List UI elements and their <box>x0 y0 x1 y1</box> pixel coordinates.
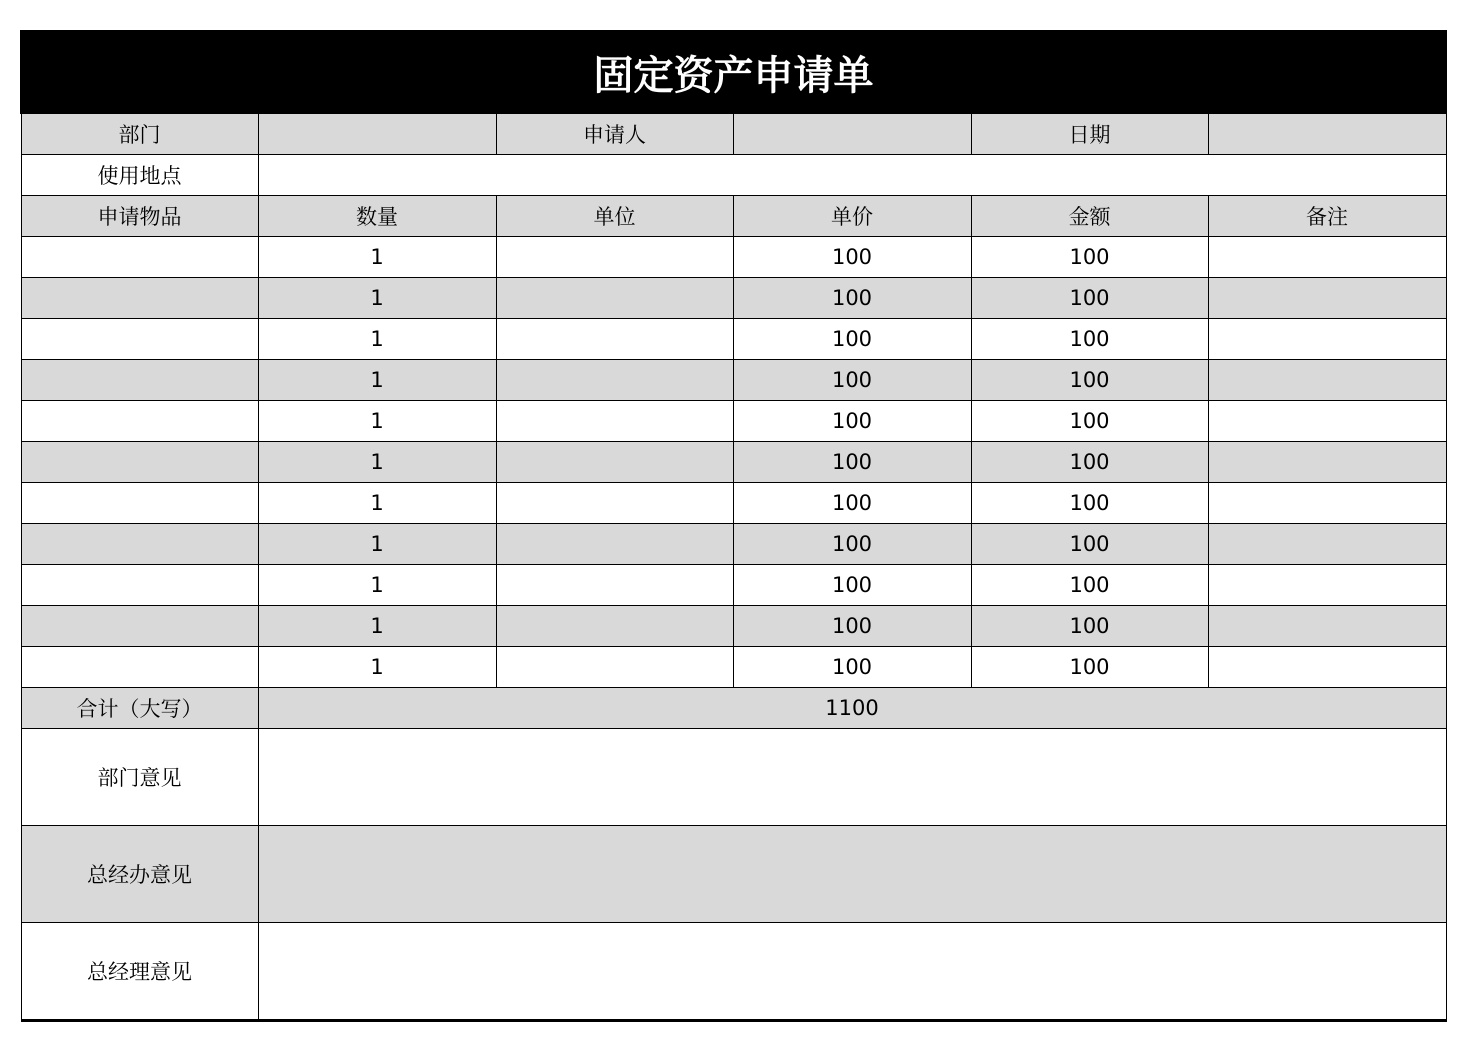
item-note-cell[interactable] <box>1208 237 1446 278</box>
item-amount-cell[interactable]: 100 <box>971 360 1208 401</box>
item-unit-cell[interactable] <box>496 401 733 442</box>
total-value[interactable]: 1100 <box>258 688 1446 729</box>
col-header-item: 申请物品 <box>21 196 258 237</box>
items-table-body <box>21 237 1446 688</box>
col-header-price: 单价 <box>733 196 971 237</box>
item-unit-cell[interactable] <box>496 442 733 483</box>
item-note-cell[interactable] <box>1208 606 1446 647</box>
applicant-value[interactable] <box>733 113 971 155</box>
date-value[interactable] <box>1208 113 1446 155</box>
item-unit-cell[interactable] <box>496 524 733 565</box>
item-amount-cell[interactable]: 100 <box>971 401 1208 442</box>
col-header-amount: 金额 <box>971 196 1208 237</box>
table-row <box>21 237 1446 278</box>
items-header-row <box>21 196 1446 237</box>
item-note-cell[interactable] <box>1208 565 1446 606</box>
item-price-cell[interactable]: 100 <box>733 483 971 524</box>
item-qty-cell[interactable]: 1 <box>258 401 496 442</box>
item-price-cell[interactable]: 100 <box>733 606 971 647</box>
item-price-cell[interactable]: 100 <box>733 647 971 688</box>
item-unit-cell[interactable] <box>496 319 733 360</box>
asset-request-form <box>20 30 1447 1022</box>
item-unit-cell[interactable] <box>496 483 733 524</box>
table-row <box>21 401 1446 442</box>
item-note-cell[interactable] <box>1208 360 1446 401</box>
item-qty-cell[interactable]: 1 <box>258 360 496 401</box>
col-header-unit: 单位 <box>496 196 733 237</box>
item-qty-cell[interactable]: 1 <box>258 524 496 565</box>
item-qty-cell[interactable]: 1 <box>258 442 496 483</box>
total-label: 合计（大写） <box>21 688 258 729</box>
dept-opinion-label: 部门意见 <box>21 729 258 826</box>
item-name-cell[interactable] <box>21 524 258 565</box>
item-note-cell[interactable] <box>1208 647 1446 688</box>
item-name-cell[interactable] <box>21 483 258 524</box>
item-price-cell[interactable]: 100 <box>733 565 971 606</box>
table-row <box>21 483 1446 524</box>
location-value[interactable] <box>258 155 1446 196</box>
item-amount-cell[interactable]: 100 <box>971 442 1208 483</box>
item-amount-cell[interactable]: 100 <box>971 606 1208 647</box>
table-row <box>21 319 1446 360</box>
table-row <box>21 278 1446 319</box>
item-qty-cell[interactable]: 1 <box>258 319 496 360</box>
location-label: 使用地点 <box>21 155 258 196</box>
item-amount-cell[interactable]: 100 <box>971 647 1208 688</box>
item-unit-cell[interactable] <box>496 565 733 606</box>
col-header-note: 备注 <box>1208 196 1446 237</box>
item-amount-cell[interactable]: 100 <box>971 524 1208 565</box>
item-name-cell[interactable] <box>21 442 258 483</box>
item-amount-cell[interactable]: 100 <box>971 483 1208 524</box>
table-row <box>21 524 1446 565</box>
gm-office-opinion-label: 总经办意见 <box>21 826 258 923</box>
item-unit-cell[interactable] <box>496 360 733 401</box>
item-note-cell[interactable] <box>1208 319 1446 360</box>
date-label: 日期 <box>971 113 1208 155</box>
item-name-cell[interactable] <box>21 401 258 442</box>
item-price-cell[interactable]: 100 <box>733 401 971 442</box>
table-row <box>21 647 1446 688</box>
table-row <box>21 360 1446 401</box>
item-price-cell[interactable]: 100 <box>733 278 971 319</box>
item-qty-cell[interactable]: 1 <box>258 647 496 688</box>
form-title: 固定资产申请单 <box>21 31 1446 113</box>
col-header-qty: 数量 <box>258 196 496 237</box>
table-row <box>21 606 1446 647</box>
item-amount-cell[interactable]: 100 <box>971 565 1208 606</box>
item-note-cell[interactable] <box>1208 524 1446 565</box>
item-unit-cell[interactable] <box>496 606 733 647</box>
item-name-cell[interactable] <box>21 278 258 319</box>
item-unit-cell[interactable] <box>496 237 733 278</box>
item-price-cell[interactable]: 100 <box>733 237 971 278</box>
item-price-cell[interactable]: 100 <box>733 442 971 483</box>
item-qty-cell[interactable]: 1 <box>258 606 496 647</box>
item-unit-cell[interactable] <box>496 647 733 688</box>
item-unit-cell[interactable] <box>496 278 733 319</box>
item-qty-cell[interactable]: 1 <box>258 237 496 278</box>
item-name-cell[interactable] <box>21 565 258 606</box>
item-amount-cell[interactable]: 100 <box>971 319 1208 360</box>
item-name-cell[interactable] <box>21 319 258 360</box>
item-price-cell[interactable]: 100 <box>733 319 971 360</box>
item-qty-cell[interactable]: 1 <box>258 278 496 319</box>
item-note-cell[interactable] <box>1208 483 1446 524</box>
gm-opinion-value[interactable] <box>258 923 1446 1021</box>
item-name-cell[interactable] <box>21 237 258 278</box>
item-name-cell[interactable] <box>21 647 258 688</box>
item-amount-cell[interactable]: 100 <box>971 237 1208 278</box>
dept-opinion-value[interactable] <box>258 729 1446 826</box>
item-name-cell[interactable] <box>21 360 258 401</box>
dept-value[interactable] <box>258 113 496 155</box>
table-row <box>21 565 1446 606</box>
item-qty-cell[interactable]: 1 <box>258 565 496 606</box>
item-price-cell[interactable]: 100 <box>733 360 971 401</box>
gm-opinion-label: 总经理意见 <box>21 923 258 1021</box>
item-note-cell[interactable] <box>1208 401 1446 442</box>
applicant-label: 申请人 <box>496 113 733 155</box>
table-row <box>21 442 1446 483</box>
item-note-cell[interactable] <box>1208 442 1446 483</box>
dept-label: 部门 <box>21 113 258 155</box>
item-name-cell[interactable] <box>21 606 258 647</box>
item-note-cell[interactable] <box>1208 278 1446 319</box>
item-qty-cell[interactable]: 1 <box>258 483 496 524</box>
item-amount-cell[interactable]: 100 <box>971 278 1208 319</box>
gm-office-opinion-value[interactable] <box>258 826 1446 923</box>
item-price-cell[interactable]: 100 <box>733 524 971 565</box>
